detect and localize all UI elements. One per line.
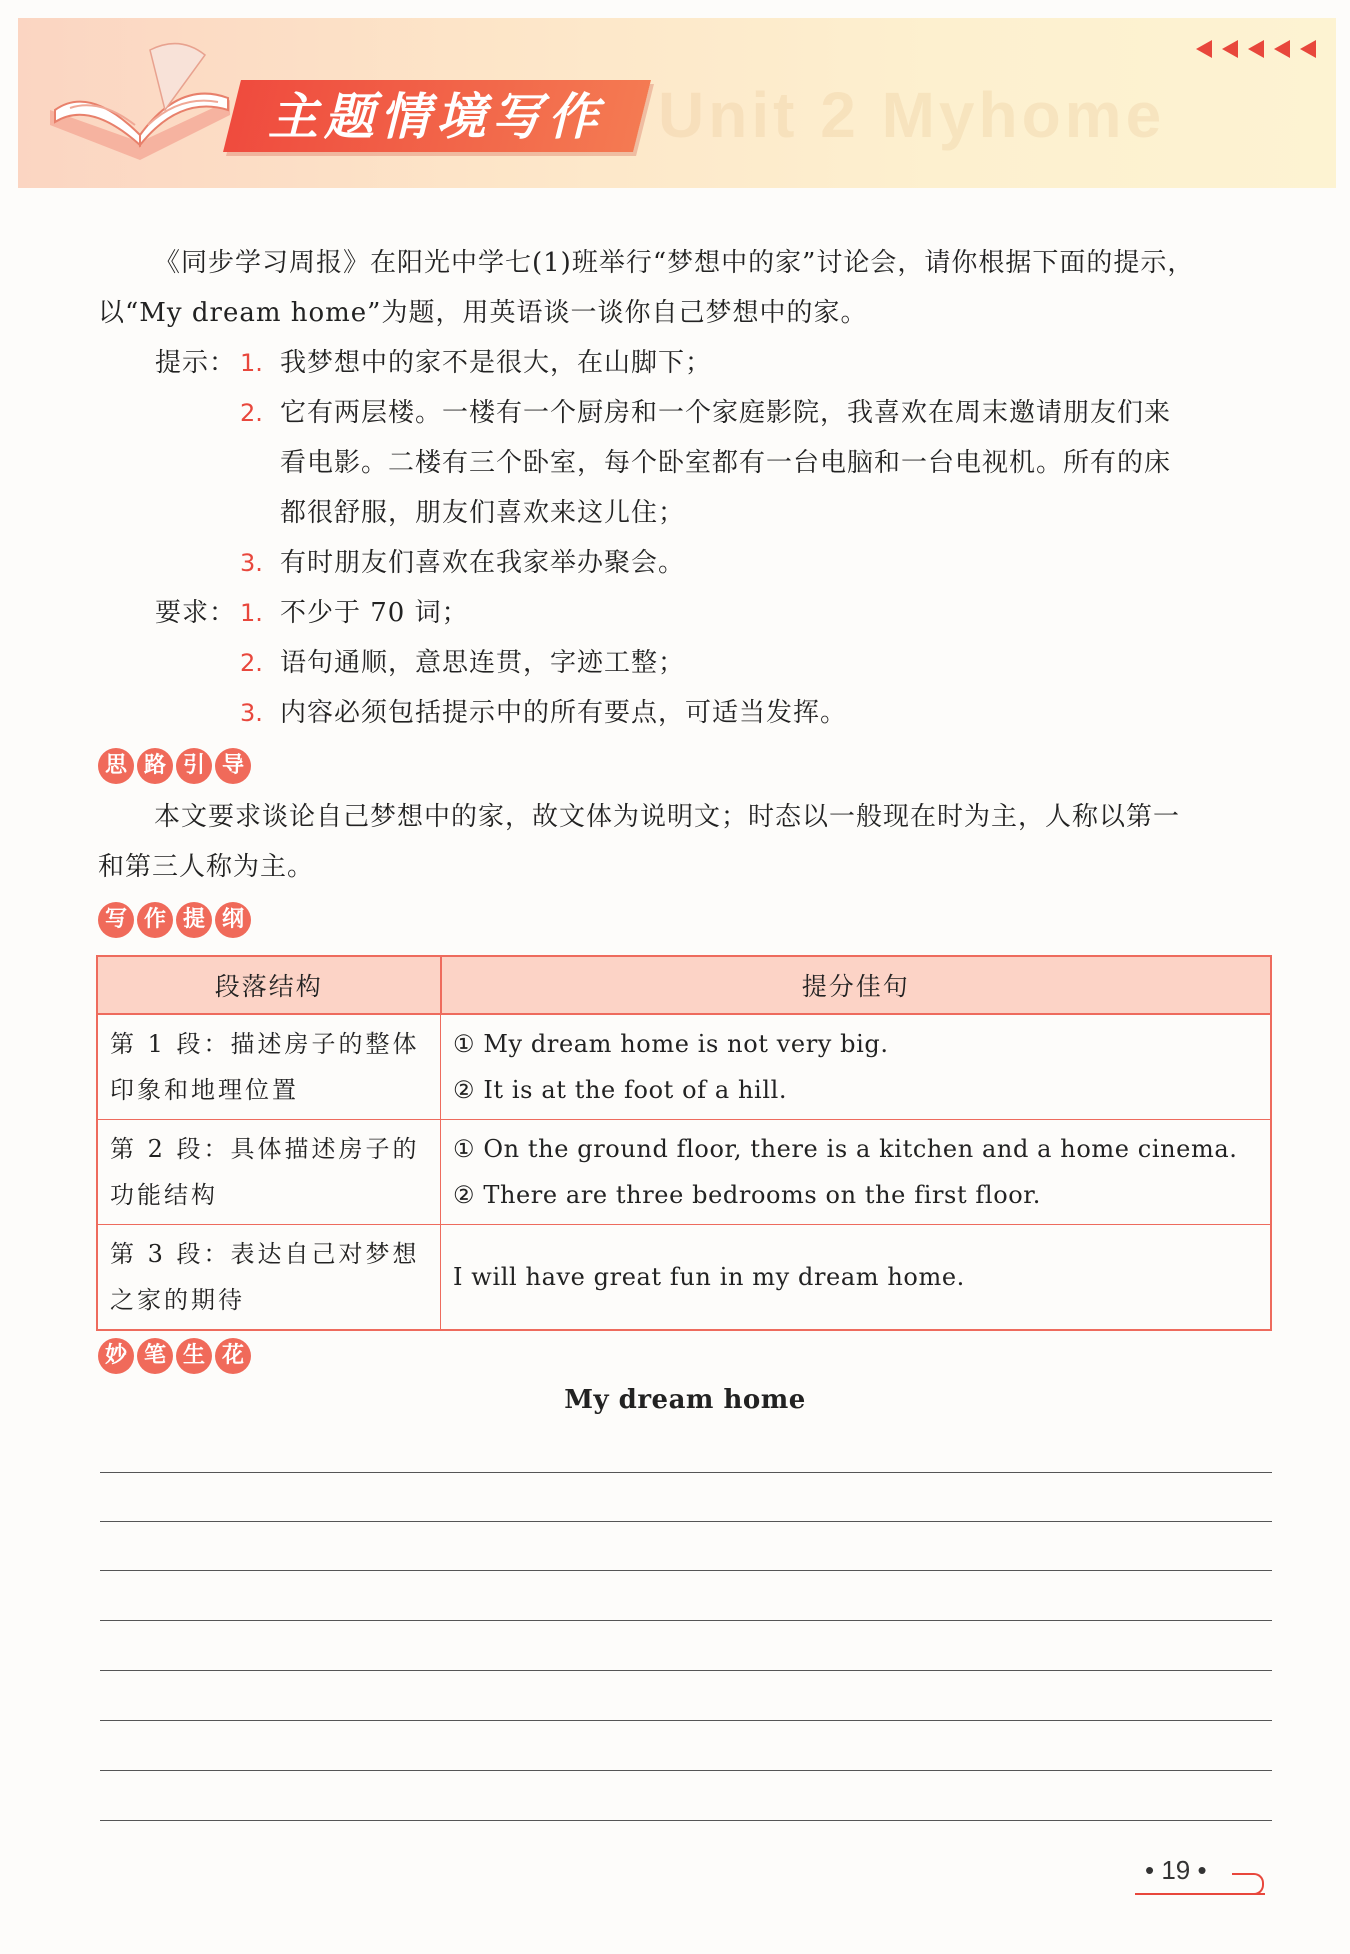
paragraph-structure-cell: 第 2 段：具体描述房子的功能结构 (97, 1120, 441, 1225)
badge-char: 引 (176, 748, 212, 784)
open-book-icon (30, 30, 250, 190)
badge-char: 妙 (98, 1338, 134, 1374)
page-curl-icon (1232, 1873, 1264, 1895)
badge-char: 花 (215, 1338, 251, 1374)
hint-text: 有时朋友们喜欢在我家举办聚会。 (280, 548, 686, 578)
banner-ghost-text: Unit 2 Myhome (658, 79, 1166, 151)
requirement-number: 1. (240, 599, 263, 627)
writing-line[interactable] (100, 1770, 1272, 1771)
sentence: I will have great fun in my dream home. (453, 1263, 965, 1291)
badge-char: 写 (98, 902, 134, 938)
hint-text: 我梦想中的家不是很大，在山脚下； (280, 348, 713, 378)
sentence: ② There are three bedrooms on the first floor. (453, 1181, 1041, 1209)
paragraph-structure-cell: 第 1 段：描述房子的整体印象和地理位置 (97, 1014, 441, 1120)
prompt-intro-line2: 以“My dream home”为题，用英语谈一谈你自己梦想中的家。 (98, 298, 868, 328)
requirement-text: 内容必须包括提示中的所有要点，可适当发挥。 (280, 698, 848, 728)
arrow-decoration-icon (1196, 40, 1316, 58)
requirement-text: 语句通顺，意思连贯，字迹工整； (280, 648, 686, 678)
badge-char: 笔 (137, 1338, 173, 1374)
badge-char: 纲 (215, 902, 251, 938)
badge-char: 路 (137, 748, 173, 784)
sentence: ② It is at the foot of a hill. (453, 1076, 788, 1104)
hint-text: 看电影。二楼有三个卧室，每个卧室都有一台电脑和一台电视机。所有的床 (280, 448, 1172, 478)
writing-line[interactable] (100, 1620, 1272, 1621)
hint-number: 1. (240, 349, 263, 377)
table-row (97, 1014, 1271, 1120)
hint-number: 3. (240, 549, 263, 577)
hints-label: 提示： (155, 348, 237, 378)
hint-text: 都很舒服，朋友们喜欢来这儿住； (280, 498, 686, 528)
sentence-cell (441, 1014, 1272, 1120)
column-header-structure: 段落结构 (97, 956, 441, 1014)
writing-line[interactable] (100, 1521, 1272, 1522)
outline-table (96, 955, 1272, 1331)
paragraph-structure-cell: 第 3 段：表达自己对梦想之家的期待 (97, 1225, 441, 1331)
prompt-intro-line1: 《同步学习周报》在阳光中学七(1)班举行“梦想中的家”讨论会，请你根据下面的提示， (154, 248, 1195, 278)
requirements-label: 要求： (155, 598, 237, 628)
outline-badge (98, 902, 251, 938)
writing-line[interactable] (100, 1472, 1272, 1473)
badge-char: 提 (176, 902, 212, 938)
sentence: ① My dream home is not very big. (453, 1030, 889, 1058)
writing-line[interactable] (100, 1570, 1272, 1571)
column-header-sentences: 提分佳句 (441, 956, 1272, 1014)
sentence: ① On the ground floor, there is a kitchen and a home cinema. (453, 1135, 1238, 1163)
requirement-text: 不少于 70 词； (280, 598, 469, 628)
badge-char: 思 (98, 748, 134, 784)
sentence-cell (441, 1225, 1272, 1331)
guide-line2: 和第三人称为主。 (98, 852, 315, 882)
table-row (97, 1225, 1271, 1331)
writing-line[interactable] (100, 1720, 1272, 1721)
requirement-number: 2. (240, 649, 263, 677)
hint-number: 2. (240, 399, 263, 427)
guide-line1: 本文要求谈论自己梦想中的家，故文体为说明文；时态以一般现在时为主，人称以第一 (154, 802, 1181, 832)
sentence-cell (441, 1120, 1272, 1225)
essay-title: My dream home (564, 1385, 806, 1415)
writing-line[interactable] (100, 1670, 1272, 1671)
page-number: • 19 • (1145, 1855, 1207, 1885)
badge-char: 导 (215, 748, 251, 784)
writing-badge (98, 1338, 251, 1374)
badge-char: 作 (137, 902, 173, 938)
badge-char: 生 (176, 1338, 212, 1374)
requirement-number: 3. (240, 699, 263, 727)
section-title: 主题情境写作 (268, 88, 604, 146)
table-row (97, 1120, 1271, 1225)
hint-text: 它有两层楼。一楼有一个厨房和一个家庭影院，我喜欢在周末邀请朋友们来 (280, 398, 1172, 428)
writing-line[interactable] (100, 1820, 1272, 1821)
guide-badge (98, 748, 251, 784)
